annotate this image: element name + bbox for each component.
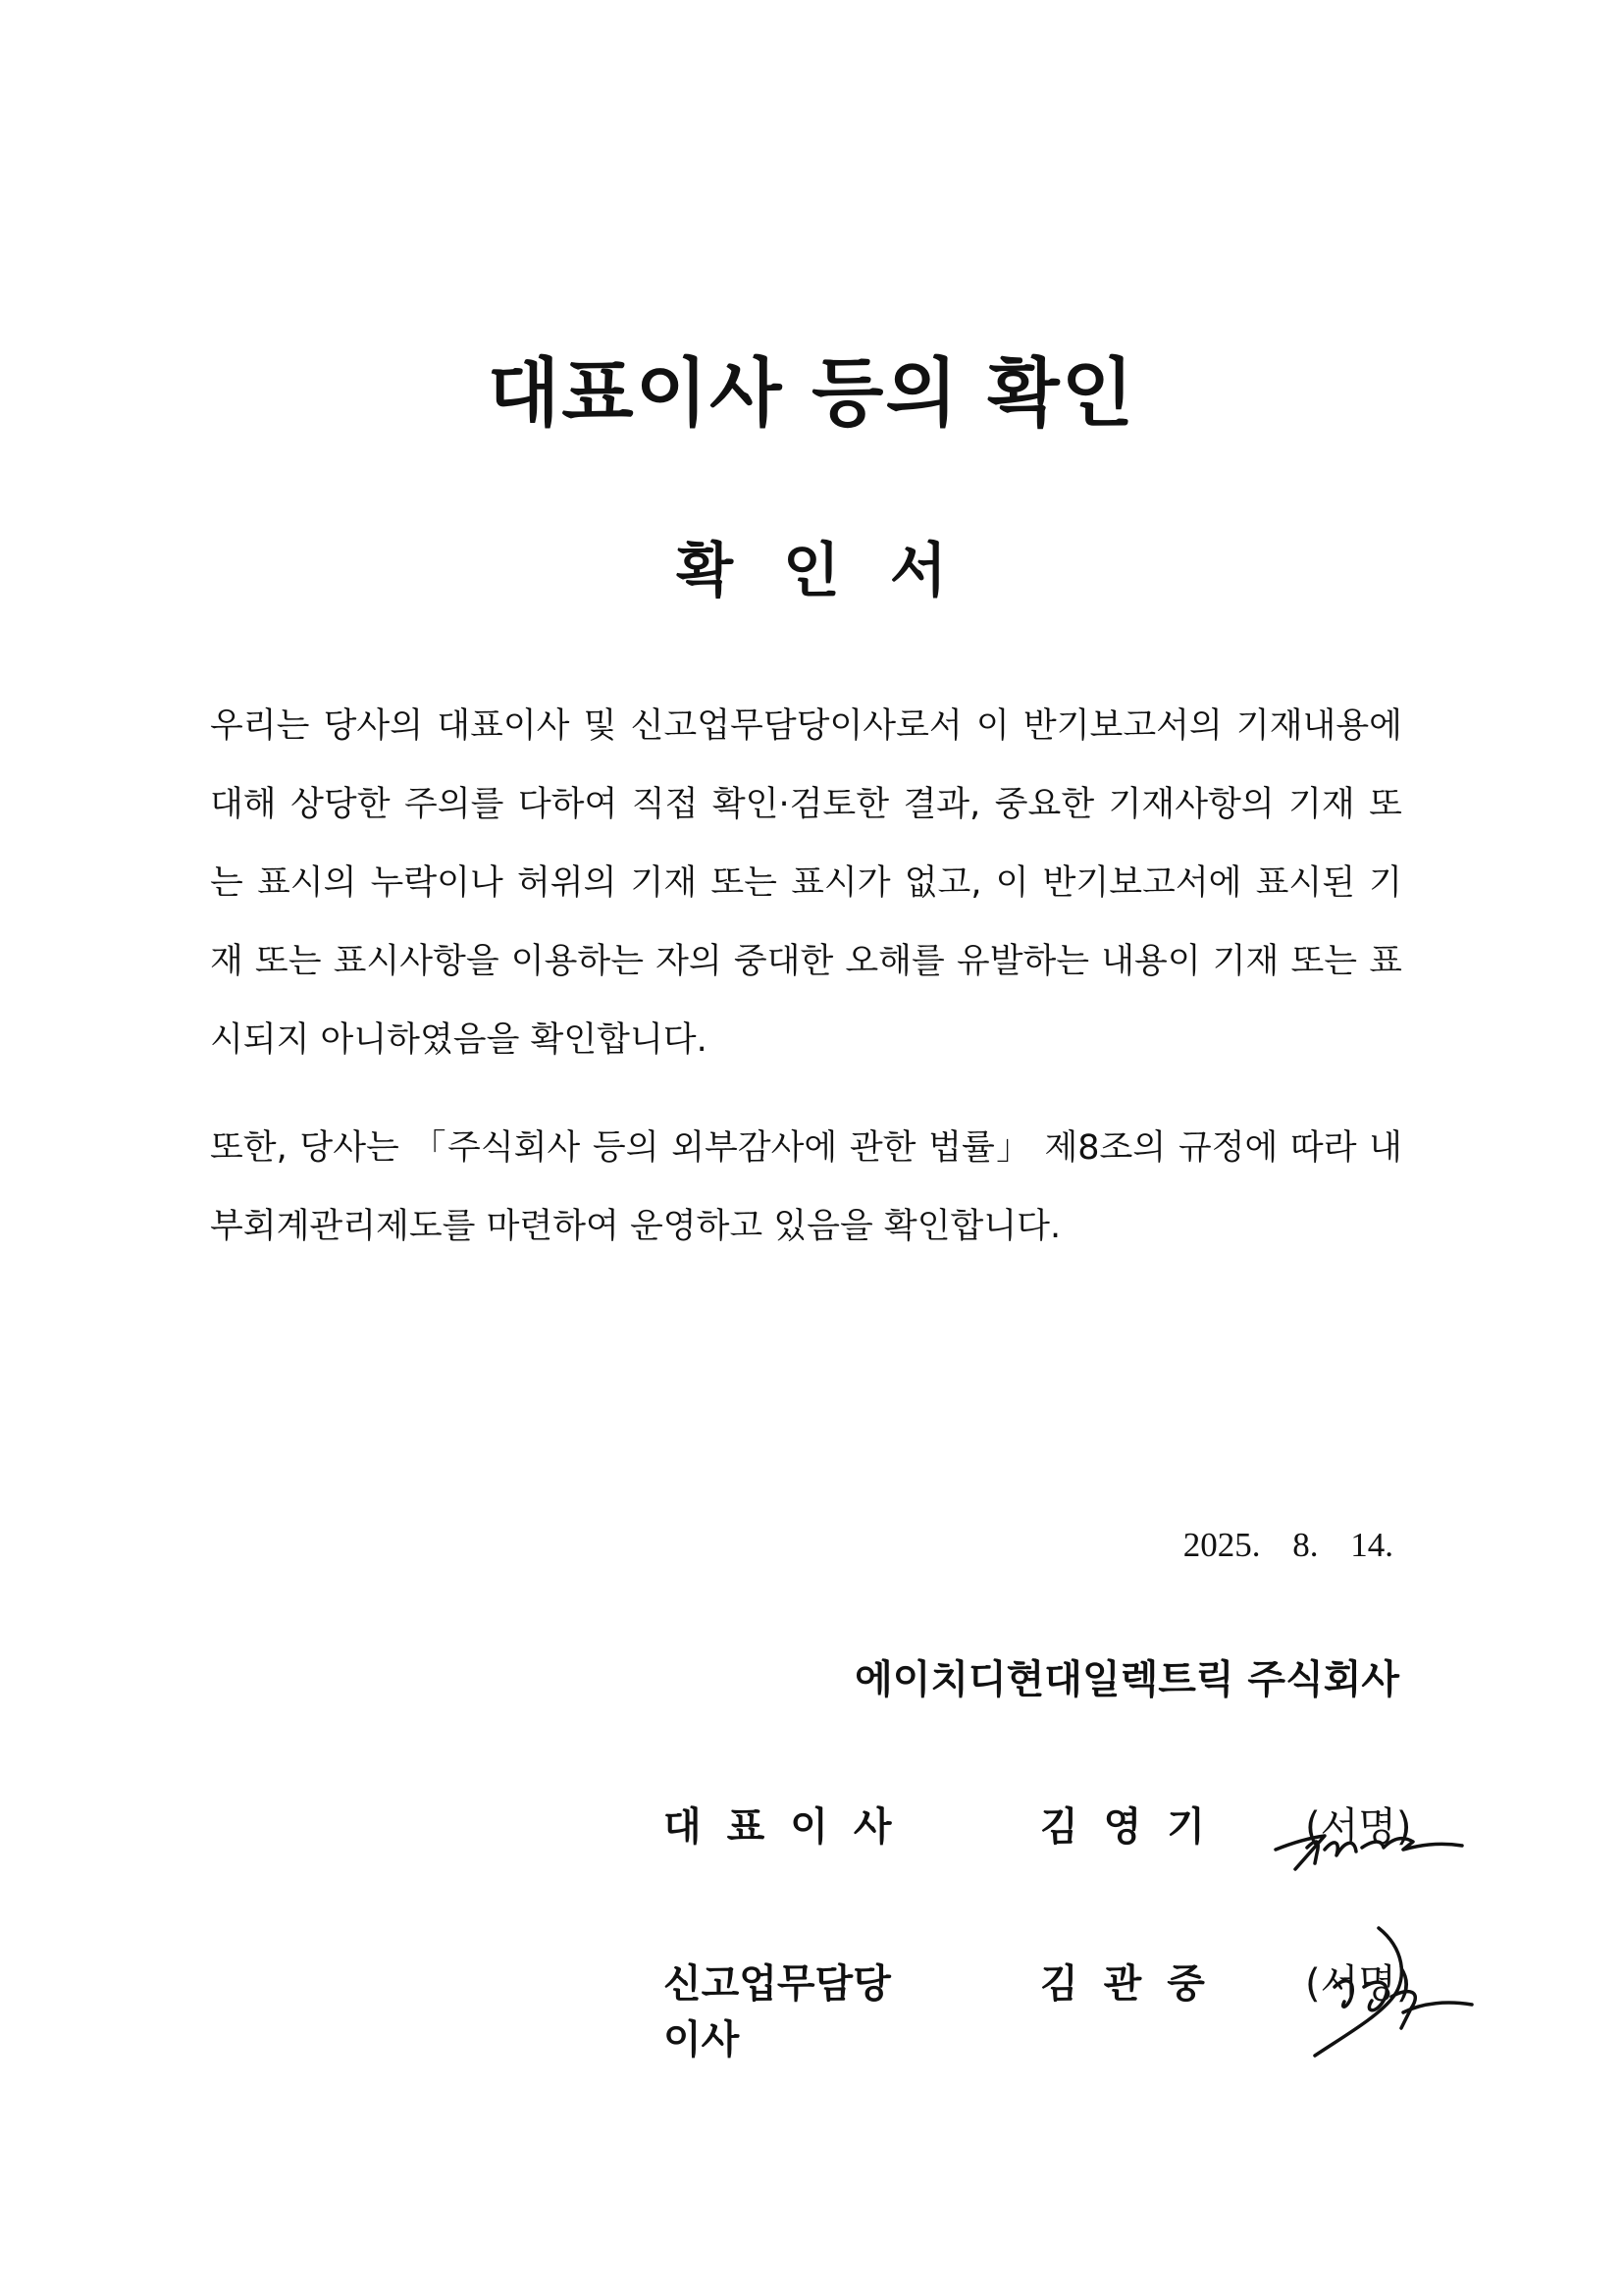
internal-control-paragraph: 또한, 당사는 「주식회사 등의 외부감사에 관한 법률」 제8조의 규정에 따라 내부회계관리제도를 마련하여 운영하고 있음을 확인합니다. bbox=[210, 1128, 1402, 1246]
confirmation-paragraph: 우리는 당사의 대표이사 및 신고업무담당이사로서 이 반기보고서의 기재내용에 대해 상당한 주의를 다하여 직접 확인·검토한 결과, 중요한 기재사항의 기재 또는 표시의 누락이나 허위의 기재 또는 표시가 없고, 이 반기보고서에 표시된 기재 또는 표시사항을 이용하는 자의 중대한 오해를 유발하는 내용이 기재 또는 표시되지 아니하였음을 확인합니다. bbox=[210, 706, 1402, 1060]
handwritten-signature-disclosure-officer bbox=[1285, 1918, 1482, 2065]
signature-mark-label: (서명) bbox=[1305, 1804, 1412, 1850]
document-date: 2025. 8. 14. bbox=[1182, 1526, 1393, 1564]
company-name: 에이치디현대일렉트릭 주식회사 bbox=[855, 1657, 1399, 1702]
signatory-name: 김관중 bbox=[1040, 1961, 1230, 2007]
signatory-name: 김영기 bbox=[1040, 1804, 1230, 1850]
handwritten-signature-ceo bbox=[1266, 1820, 1482, 1879]
document-subtitle: 확 인 서 bbox=[676, 537, 947, 605]
signature-mark-label: (서명) bbox=[1305, 1961, 1412, 2007]
signatory-title: 신고업무담당이사 bbox=[663, 1961, 891, 2062]
document-title: 대표이사 등의 확인 bbox=[487, 349, 1136, 437]
signatory-title: 대표이사 bbox=[663, 1804, 917, 1850]
